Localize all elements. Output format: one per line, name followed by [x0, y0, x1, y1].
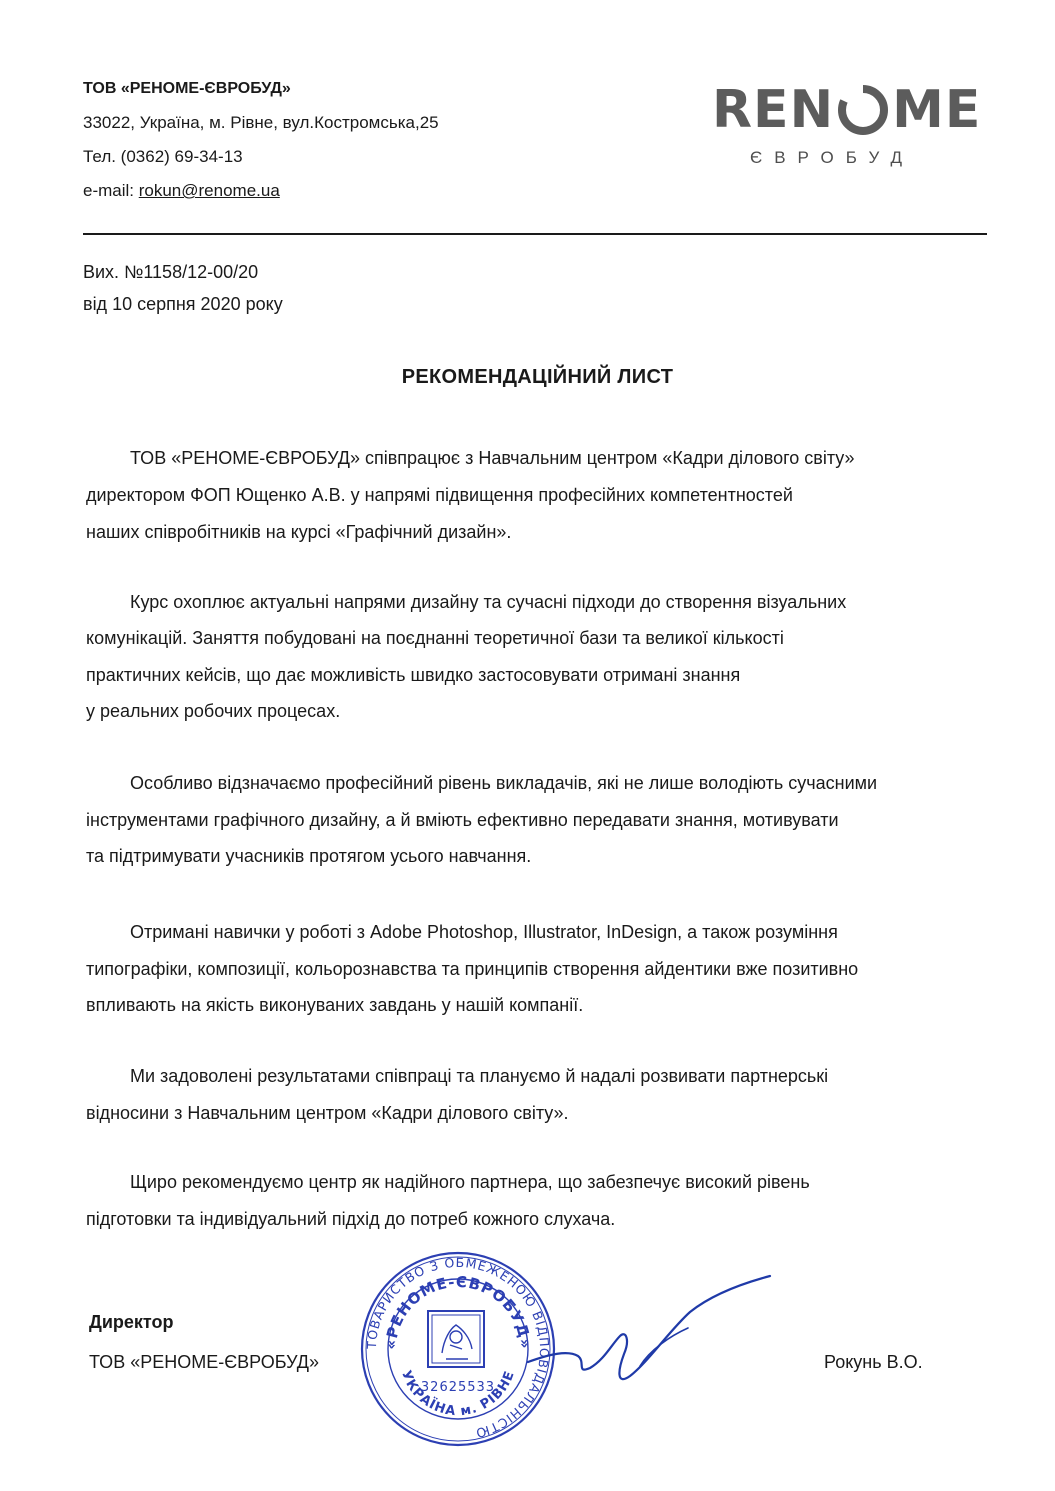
handwritten-signature-icon [520, 1270, 780, 1400]
company-email-line [83, 181, 280, 201]
header-divider [83, 233, 987, 235]
paragraph-line: Отримані навички у роботі з Adobe Photoshop, Illustrator, InDesign, а також розуміння [130, 922, 838, 942]
seal-code: 32625533 [420, 1380, 496, 1395]
paragraph-line: у реальних робочих процесах. [86, 701, 341, 721]
logo-wordmark [712, 80, 982, 140]
paragraph-line: ТОВ «РЕНОМЕ-ЄВРОБУД» співпрацює з Навчальним центром «Кадри ділового світу» [130, 448, 855, 468]
signatory-position: Директор [89, 1312, 174, 1332]
logo-o-ring-icon [834, 84, 892, 136]
outgoing-number: Вих. №1158/12-00/20 [83, 262, 259, 282]
paragraph-line: впливають на якість виконуваних завдань у нашій компанії. [86, 995, 584, 1015]
seal-inner-text: «РЕНОМЕ-ЄВРОБУД» [381, 1272, 535, 1351]
signatory-name: Рокунь В.О. [824, 1352, 923, 1372]
email-label: e-mail: [83, 181, 139, 200]
seal-outer-text: ТОВАРИСТВО З ОБМЕЖЕНОЮ ВІДПОВІДАЛЬНІСТЮ [363, 1254, 553, 1442]
signatory-company: ТОВ «РЕНОМЕ-ЄВРОБУД» [89, 1352, 319, 1372]
renome-logo [712, 80, 987, 174]
logo-word-right: ME [892, 80, 982, 140]
paragraph-line: інструментами графічного дизайну, а й вміють ефективно передавати знання, мотивувати [86, 810, 839, 830]
paragraph-line: відносини з Навчальним центром «Кадри ділового світу». [86, 1103, 569, 1123]
paragraph-line: комунікацій. Заняття побудовані на поєднанні теоретичної бази та великої кількості [86, 628, 784, 648]
letter-date: від 10 серпня 2020 року [83, 294, 283, 314]
email-link[interactable]: rokun@renome.ua [138, 181, 280, 200]
paragraph-line: підготовки та індивідуальний підхід до потреб кожного слухача. [86, 1209, 616, 1229]
letter-title: РЕКОМЕНДАЦІЙНИЙ ЛИСТ [401, 366, 674, 388]
company-phone: Тел. (0362) 69-34-13 [83, 147, 243, 166]
paragraph-line: наших співробітників на курсі «Графічний дизайн». [86, 522, 512, 542]
paragraph-line: Особливо відзначаємо професійний рівень викладачів, які не лише володіють сучасними [130, 773, 878, 793]
paragraph-line: Щиро рекомендуємо центр як надійного партнера, що забезпечує високий рівень [130, 1172, 810, 1192]
paragraph-line: Ми задоволені результатами співпраці та плануємо й надалі розвивати партнерські [130, 1066, 829, 1086]
paragraph-line: типографіки, композиції, кольорознавства та принципів створення айдентики вже позитивно [86, 959, 859, 979]
company-name: ТОВ «РЕНОМЕ-ЄВРОБУД» [83, 80, 291, 97]
paragraph-line: Курс охоплює актуальні напрями дизайну та сучасні підходи до створення візуальних [130, 592, 847, 612]
paragraph-line: практичних кейсів, що дає можливість швидко застосовувати отримані знання [86, 665, 741, 685]
logo-subtitle: ЄВРОБУД [750, 148, 915, 167]
paragraph-line: та підтримувати учасників протягом усього навчання. [86, 846, 532, 866]
logo-word-left: REN [712, 80, 835, 140]
seal-bottom-text: УКРАЇНА м. РІВНЕ [398, 1368, 518, 1420]
company-address: 33022, Україна, м. Рівне, вул.Костромська,25 [83, 113, 439, 132]
paragraph-line: директором ФОП Ющенко А.В. у напрямі підвищення професійних компетентностей [86, 485, 793, 505]
